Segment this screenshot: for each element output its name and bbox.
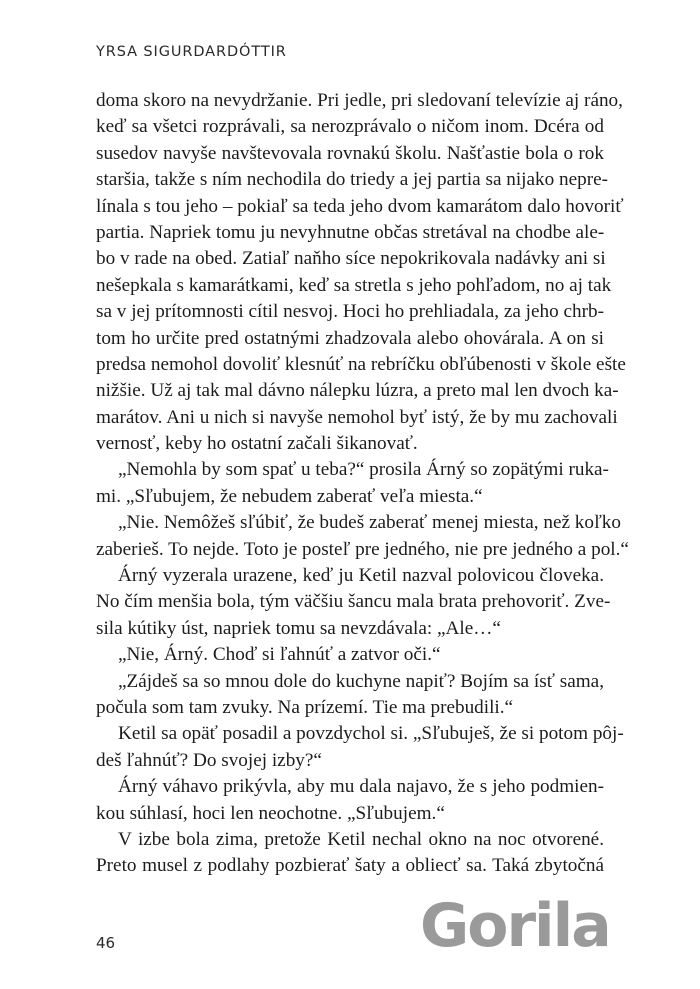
text-line: partia. Napriek tomu ju nevyhnutne občas stretával na chodbe ale- [96, 221, 605, 243]
text-line: „Nie, Árný. Choď si ľahnúť a zatvor oči.“ [118, 644, 441, 666]
text-line: nešepkala s kamarátkami, keď sa stretla s jeho pohľadom, no aj tak [96, 274, 612, 296]
page-number: 46 [96, 934, 116, 952]
text-line: „Nemohla by som spať u teba?“ prosila Árný so zopätými ruka- [118, 459, 609, 481]
text-line: marátov. Ani u nich si navyše nemohol byť istý, že by mu zachovali [96, 406, 618, 428]
text-line: doma skoro na nevydržanie. Pri jedle, pri sledovaní televízie aj ráno, [96, 90, 623, 111]
text-line: mi. „Sľubujem, že nebudem zaberať veľa miesta.“ [96, 485, 483, 507]
text-line: vernosť, keby ho ostatní začali šikanovať. [96, 433, 418, 455]
text-line: sa v jej prítomnosti cítil nesvoj. Hoci ho prehliadala, za jeho chrb- [96, 301, 604, 323]
text-line: počula som tam zvuky. Na prízemí. Tie ma prebudili.“ [96, 696, 514, 718]
text-line: „Zájdeš sa so mnou dole do kuchyne napiť? Bojím sa ísť sama, [118, 670, 604, 692]
text-line: tom ho určite pred ostatnými zhadzovala alebo ohovárala. A on si [96, 327, 604, 349]
watermark-logo: Gorila [420, 891, 610, 961]
text-line: staršia, takže s ním nechodila do triedy a jej partia sa nijako nepre- [96, 169, 609, 191]
text-line: susedov navyše navštevovala rovnakú školu. Našťastie bola o rok [96, 142, 604, 164]
text-line: V izbe bola zima, pretože Ketil nechal okno na noc otvorené. [118, 828, 604, 850]
body-text [96, 88, 629, 880]
text-line: zaberieš. To nejde. Toto je posteľ pre jedného, nie pre jedného a pol.“ [96, 538, 629, 560]
running-head-author: YRSA SIGURDARDÓTTIR [96, 44, 287, 60]
text-line: Árný vyzerala urazene, keď ju Ketil nazval polovicou človeka. [118, 565, 604, 587]
text-line: Ketil sa opäť posadil a povzdychol si. „Sľubuješ, že si potom pôj- [118, 723, 624, 745]
text-line: Preto musel z podlahy pozbierať šaty a obliecť sa. Taká zbytočná [96, 855, 604, 877]
text-line: Árný váhavo prikývla, aby mu dala najavo, že s jeho podmien- [118, 776, 604, 798]
text-line: kou súhlasí, hoci len neochotne. „Sľubujem.“ [96, 802, 445, 824]
text-line: No čím menšia bola, tým väčšiu šancu mala brata prehovoriť. Zve- [96, 591, 611, 613]
text-line: deš ľahnúť? Do svojej izby?“ [96, 749, 322, 771]
text-line: nižšie. Už aj tak mal dávno nálepku lúzra, a preto mal len dvoch ka- [96, 380, 619, 402]
text-line: keď sa všetci rozprávali, sa nerozprávalo o ničom inom. Dcéra od [96, 116, 604, 138]
text-line: sila kútiky úst, napriek tomu sa nevzdávala: „Ale…“ [96, 617, 501, 639]
text-line: predsa nemohol dovoliť klesnúť na rebríčku obľúbenosti v škole ešte [96, 353, 626, 375]
text-line: bo v rade na obed. Zatiaľ naňho síce nepokrikovala nadávky ani si [96, 248, 606, 270]
text-line: línala s tou jeho – pokiaľ sa teda jeho dvom kamarátom dalo hovoriť [96, 195, 624, 217]
text-line: „Nie. Nemôžeš sľúbiť, že budeš zaberať menej miesta, než koľko [118, 512, 621, 534]
